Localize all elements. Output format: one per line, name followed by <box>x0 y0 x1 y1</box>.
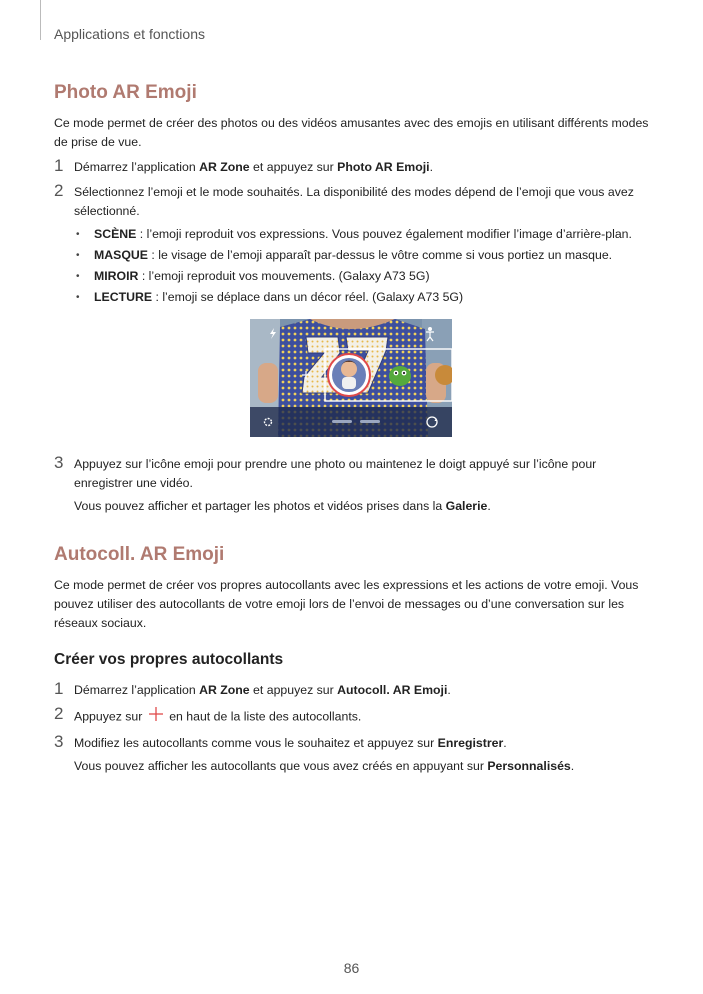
camera-preview-illustration <box>250 319 452 437</box>
section-intro: Ce mode permet de créer des photos ou des vidéos amusantes avec des emojis en utilisant différents modes de prise de vue. <box>54 116 649 149</box>
list-item: • LECTURE : l’emoji se déplace dans un décor réel. (Galaxy A73 5G) <box>74 288 650 307</box>
list-item: • MIROIR : l’emoji reproduit vos mouvements. (Galaxy A73 5G) <box>74 267 650 286</box>
subsection-title: Créer vos propres autocollants <box>54 651 284 668</box>
step-2: 2 Sélectionnez l’emoji et le mode souhaités. La disponibilité des modes dépend de l’emoji que vous avez sélectionné. • SCÈNE : l’emoji reproduit vos expressions. Vous pouvez également modifier l’image d’arrière-plan. • MASQUE : le visage de l’emoji apparaît par-dessus le vôtre comme si vous portiez un masque. • MIROIR : l’emoji reproduit vos mouvements. (Galaxy A73 5G) • LECTURE : l’emoji se déplace dans un décor réel. (Galaxy A73 5G) <box>54 183 650 307</box>
mode-name: Photo AR Emoji <box>337 160 430 174</box>
section-title-autocoll-ar-emoji: Autocoll. AR Emoji <box>54 544 225 565</box>
mode-list <box>74 225 650 307</box>
step-number: 3 <box>54 453 64 472</box>
step-number: 2 <box>54 181 64 200</box>
section-title-photo-ar-emoji: Photo AR Emoji <box>54 82 197 103</box>
step-2: 2 Appuyez sur en haut de la liste des autocollants. <box>54 706 650 728</box>
list-item: • MASQUE : le visage de l’emoji apparaît par-dessus le vôtre comme si vous portiez un masque. <box>74 246 650 265</box>
header-rule <box>40 0 41 40</box>
step-1: 1 Démarrez l’application AR Zone et appuyez sur Photo AR Emoji. <box>54 156 434 175</box>
list-item: • SCÈNE : l’emoji reproduit vos expressions. Vous pouvez également modifier l’image d’arrière-plan. <box>74 225 650 244</box>
plus-icon <box>148 706 164 728</box>
step-number: 1 <box>54 679 64 698</box>
app-name: AR Zone <box>199 160 250 174</box>
section-intro: Ce mode permet de créer vos propres autocollants avec les expressions et les actions de votre emoji. Vous pouvez utiliser des autocollants de votre emoji lors de l’envoi de messages ou d’une conversation sur les réseaux sociaux. <box>54 578 639 630</box>
mode-name: Autocoll. AR Emoji <box>337 683 448 697</box>
app-name: AR Zone <box>199 683 250 697</box>
page-number: 86 <box>343 960 360 976</box>
gallery-link-text: Galerie <box>445 499 488 513</box>
step-note: Vous pouvez afficher les autocollants que vous avez créés en appuyant sur Personnalisés. <box>74 759 575 773</box>
step-number: 3 <box>54 732 64 751</box>
step-3: 3 Appuyez sur l’icône emoji pour prendre une photo ou maintenez le doigt appuyé sur l’icône pour enregistrer une vidéo. Vous pouvez afficher et partager les photos et vidéos prises dans la Galerie. <box>54 455 650 516</box>
step-number: 1 <box>54 156 64 175</box>
step-3: 3 Modifiez les autocollants comme vous le souhaitez et appuyez sur Enregistrer. Vous pouvez afficher les autocollants que vous avez créés en appuyant sur Personnalisés. <box>54 734 650 776</box>
step-number: 2 <box>54 704 64 723</box>
page-body <box>54 82 650 776</box>
chapter-header: Applications et fonctions <box>54 26 205 42</box>
step-1: 1 Démarrez l’application AR Zone et appuyez sur Autocoll. AR Emoji. <box>54 679 451 698</box>
step-note: Vous pouvez afficher et partager les photos et vidéos prises dans la Galerie. <box>74 499 491 513</box>
camera-preview-figure <box>250 319 452 437</box>
custom-link-text: Personnalisés <box>487 759 571 773</box>
save-text: Enregistrer <box>437 736 504 750</box>
